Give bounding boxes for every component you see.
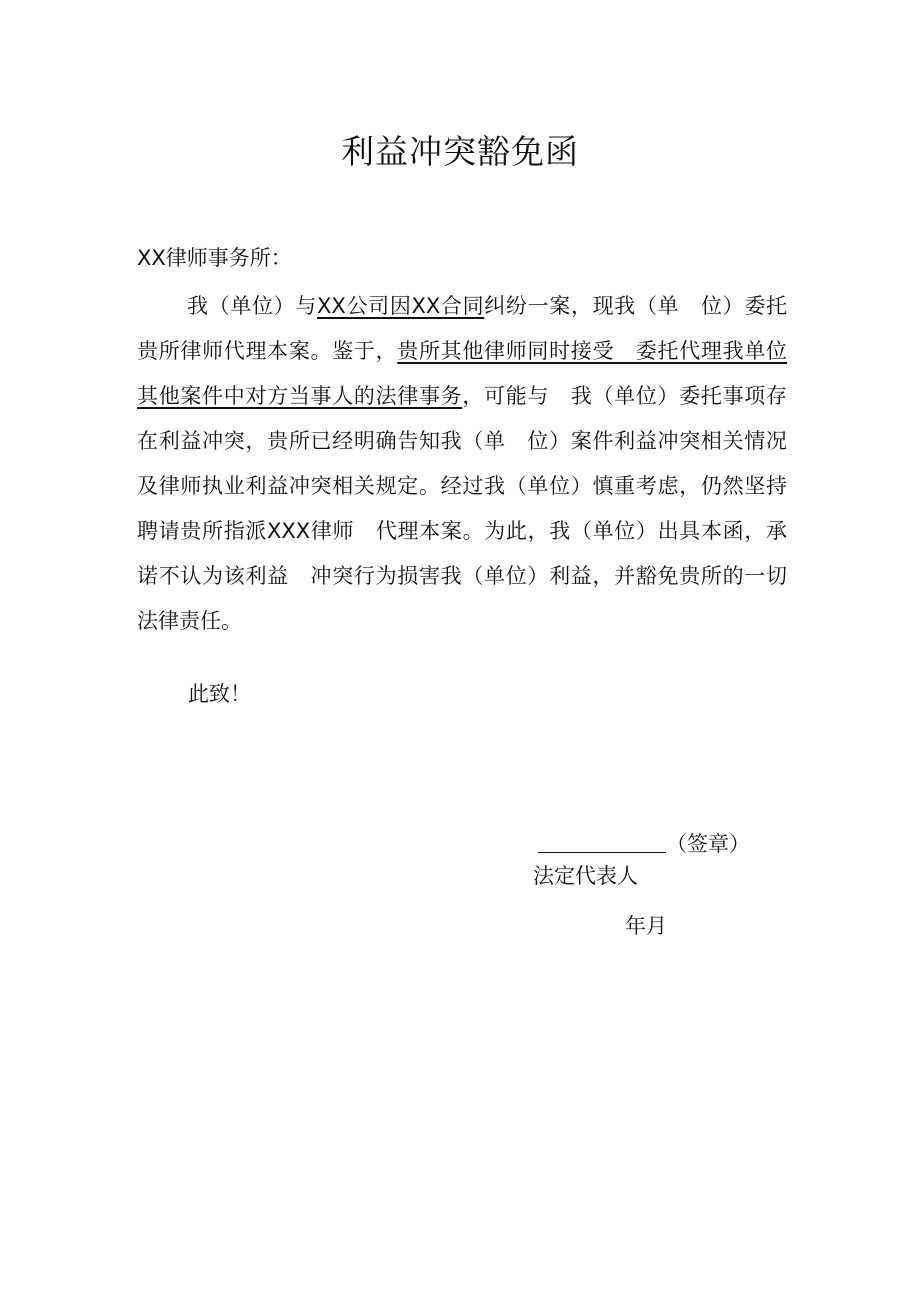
seal-label: （签章） [666,832,750,856]
signature-blank [538,826,666,853]
legal-representative-label: 法定代表人 [533,864,638,888]
date-label: 年月 [625,914,667,938]
underlined-conflict-clause: 贵所其他律师同时接受 委托代理我单位其他案件中对方当事人的法律事务 [137,339,788,408]
salutation: XX律师事务所： [137,246,292,270]
body-paragraph [137,284,787,644]
body-segment: ，可能与 我（单位）委托事项存在利益冲突，贵所已经明确告知我（单 位）案件利益冲突相关情况及律师执业利益冲突相关规定。经过我（单位）慎重考虑，仍然坚持聘请贵所指派XXX律师 代理本案。为此，我（单位）出具本函，承诺不认为该利益 冲突行为损害我（单位）利益，并豁免贵所的一切法律责任。 [137,384,787,633]
body-segment: 纠纷一案，现我（单 位）委托贵所律师代理本案。鉴于， [137,294,788,363]
closing: 此致！ [188,682,251,706]
underlined-party: XX公司因XX合同 [317,294,485,318]
document-title: 利益冲突豁免函 [341,132,579,171]
signature-line [538,826,750,862]
body-segment: 我（单位）与 [187,294,318,318]
